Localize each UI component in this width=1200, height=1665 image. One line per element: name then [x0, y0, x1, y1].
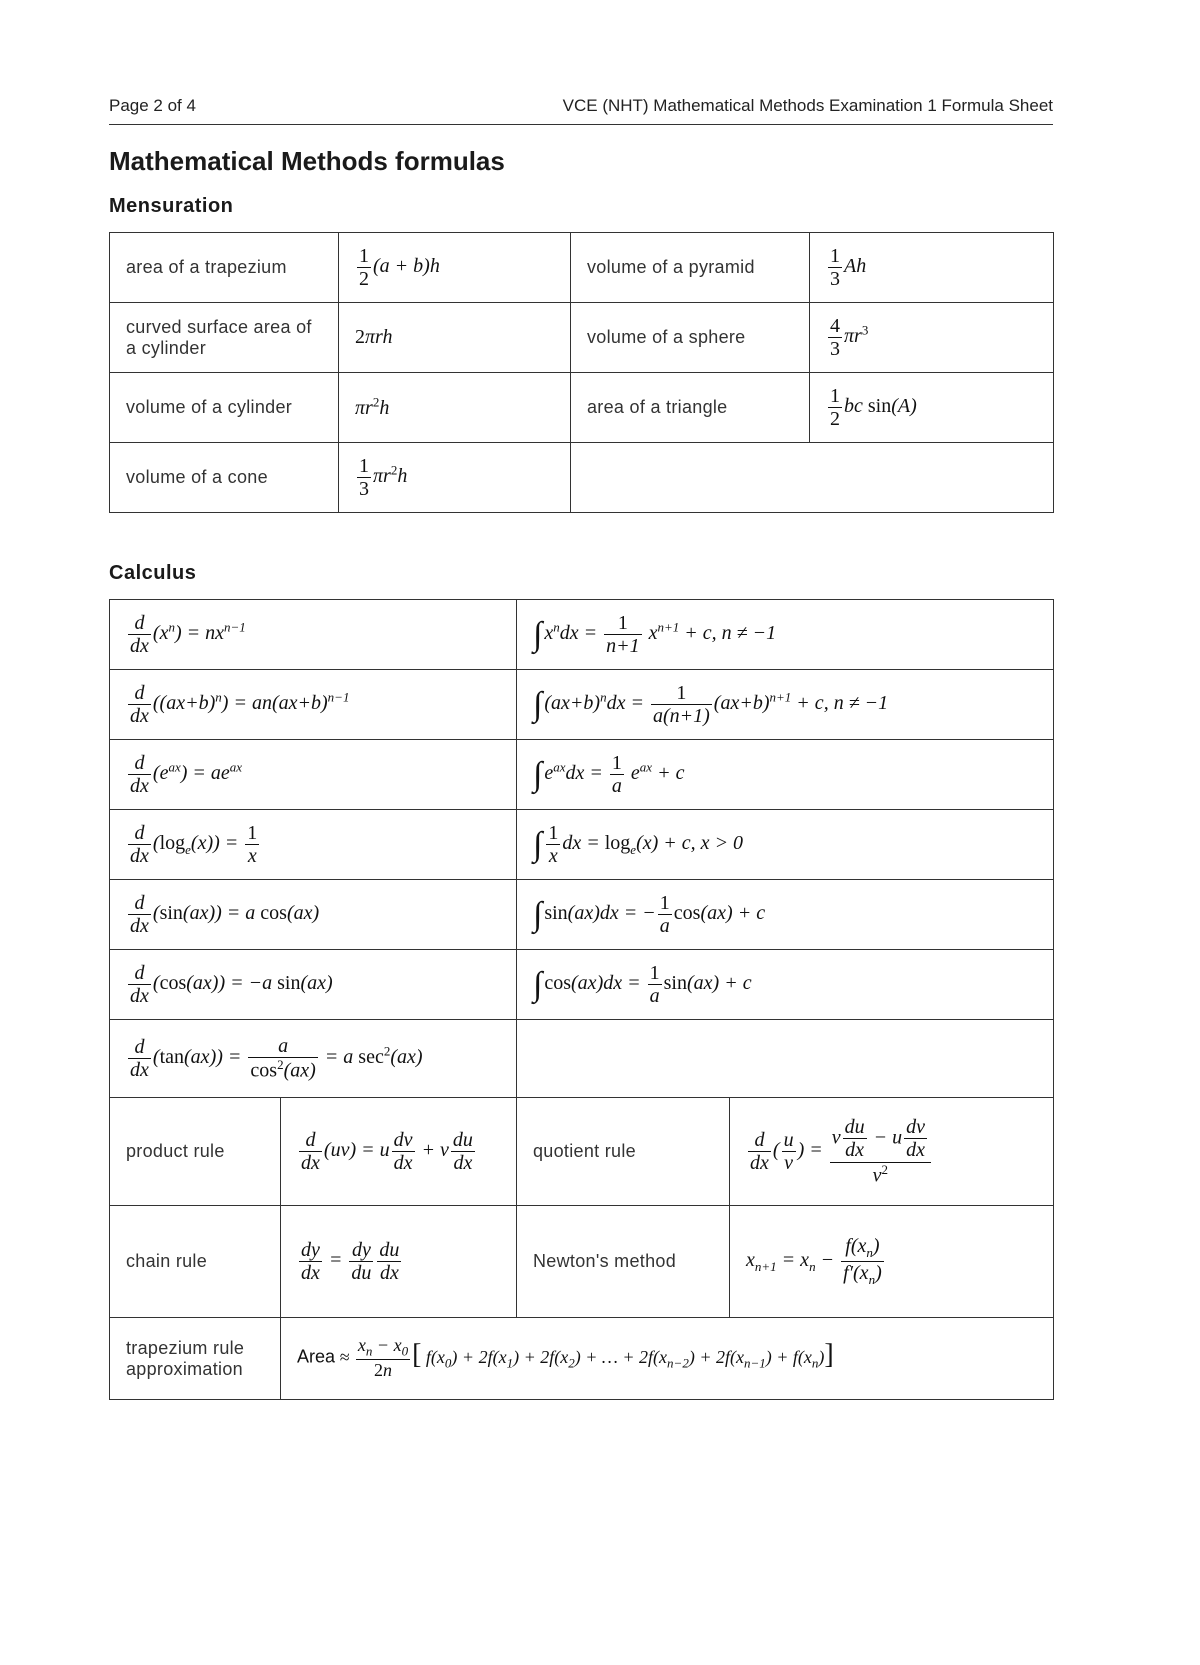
table-row [110, 740, 1054, 810]
product-rule-label: product rule [110, 1098, 281, 1206]
page-title: Mathematical Methods formulas [109, 146, 505, 176]
empty-cell [571, 443, 1054, 513]
chain-rule-formula: $\frac{dy}{dx}$ = $\frac{dy}{du}$ $\frac{du}{dx}$ [281, 1206, 517, 1318]
table-row [110, 233, 1054, 303]
formula-cylinder-volume: $\pi r^2h$ [339, 373, 571, 443]
trapezium-rule-label: trapezium rule approximation [110, 1318, 281, 1400]
label-cone: volume of a cone [110, 443, 339, 513]
quotient-rule-label: quotient rule [517, 1098, 730, 1206]
empty-cell [517, 1020, 1054, 1098]
derivative-exponential: $\frac{d}{dx}$ $(e^{ax}) = ae^{ax}$ [110, 740, 517, 810]
integral-exponential: ∫ $e^{ax}dx$ = $\frac{1}{a}$ $e^{ax} + c$ [517, 740, 1054, 810]
table-row [110, 1318, 1054, 1400]
label-sphere: volume of a sphere [571, 303, 810, 373]
integral-cos: ∫ cos(ax)dx = $\frac{1}{a}$ sin(ax) + c [517, 950, 1054, 1020]
table-row [110, 1020, 1054, 1098]
trapezium-rule-formula: Area ≈ $\frac{x_n - x_0}{2n}$ [ $f(x_0) + 2f(x_1) + 2f(x_2)$ + … + $2f(x_{n-2}) + 2f(x_{n-1}) + f(x_n)$] [281, 1318, 1054, 1400]
derivative-power: $\frac{d}{dx}$ $(x^n) = nx^{n-1}$ [110, 600, 517, 670]
derivative-tan: $\frac{d}{dx}$ (tan(ax)) = $\frac{a}{\cos^2(ax)}$ = a $\sec^2(ax)$ [110, 1020, 517, 1098]
calculus-heading: Calculus [109, 562, 197, 584]
table-row [110, 1098, 1054, 1206]
table-row [110, 373, 1054, 443]
area-word: Area [297, 1346, 336, 1367]
mensuration-table [109, 232, 1054, 513]
label-trapezium: area of a trapezium [110, 233, 339, 303]
table-row [110, 810, 1054, 880]
table-row [110, 443, 1054, 513]
calculus-table [109, 599, 1054, 1400]
label-cylinder-surface: curved surface area of a cylinder [110, 303, 339, 373]
derivative-sin: $\frac{d}{dx}$ (sin(ax)) = a cos(ax) [110, 880, 517, 950]
integral-linear-power: ∫ $(ax+b)^ndx$ = $\frac{1}{a(n+1)}$ $(ax+b)^{n+1} + c$, n ≠ −1 [517, 670, 1054, 740]
mensuration-heading: Mensuration [109, 195, 234, 217]
table-row [110, 950, 1054, 1020]
newtons-method-formula: $x_{n+1} = x_n$ − $\frac{f(x_n)}{f'(x_n)}$ [730, 1206, 1054, 1318]
integral-power: ∫ $x^ndx$ = $\frac{1}{n+1}$ $x^{n+1} + c$, n ≠ −1 [517, 600, 1054, 670]
formula-trapezium: $\frac{1}{2}$ (a + b)h [339, 233, 571, 303]
formula-cylinder-surface: 2πrh [339, 303, 571, 373]
label-cylinder-volume: volume of a cylinder [110, 373, 339, 443]
document-title: VCE (NHT) Mathematical Methods Examination 1 Formula Sheet [562, 96, 1053, 115]
formula-cone: $\frac{1}{3}$ $\pi r^2h$ [339, 443, 571, 513]
integral-reciprocal: ∫ $\frac{1}{x}$ dx = $\log_e(x) + c$, x > 0 [517, 810, 1054, 880]
integral-sin: ∫ sin(ax)dx = − $\frac{1}{a}$ cos(ax) + c [517, 880, 1054, 950]
chain-rule-label: chain rule [110, 1206, 281, 1318]
derivative-cos: $\frac{d}{dx}$ (cos(ax)) = −a sin(ax) [110, 950, 517, 1020]
table-row [110, 600, 1054, 670]
newtons-method-label: Newton's method [517, 1206, 730, 1318]
formula-sphere: $\frac{4}{3}$ $\pi r^3$ [810, 303, 1054, 373]
page-header [109, 94, 1053, 125]
page-number: Page 2 of 4 [109, 96, 196, 115]
label-triangle: area of a triangle [571, 373, 810, 443]
table-row [110, 303, 1054, 373]
derivative-linear-power: $\frac{d}{dx}$ $((ax+b)^n) = an(ax+b)^{n-1}$ [110, 670, 517, 740]
formula-pyramid: $\frac{1}{3}$ Ah [810, 233, 1054, 303]
formula-triangle: $\frac{1}{2}$ bc sin(A) [810, 373, 1054, 443]
table-row [110, 1206, 1054, 1318]
table-row [110, 670, 1054, 740]
product-rule-formula: $\frac{d}{dx}$ (uv) = u $\frac{dv}{dx}$ + v $\frac{du}{dx}$ [281, 1098, 517, 1206]
quotient-rule-formula: $\frac{d}{dx}$ ( $\frac{u}{v}$ ) = v $\frac{du}{dx}$ − u $\frac{dv}{dx}$ $v^2$ [730, 1098, 1054, 1206]
derivative-log: $\frac{d}{dx}$ $(\log_e(x))$ = $\frac{1}{x}$ [110, 810, 517, 880]
label-pyramid: volume of a pyramid [571, 233, 810, 303]
table-row [110, 880, 1054, 950]
